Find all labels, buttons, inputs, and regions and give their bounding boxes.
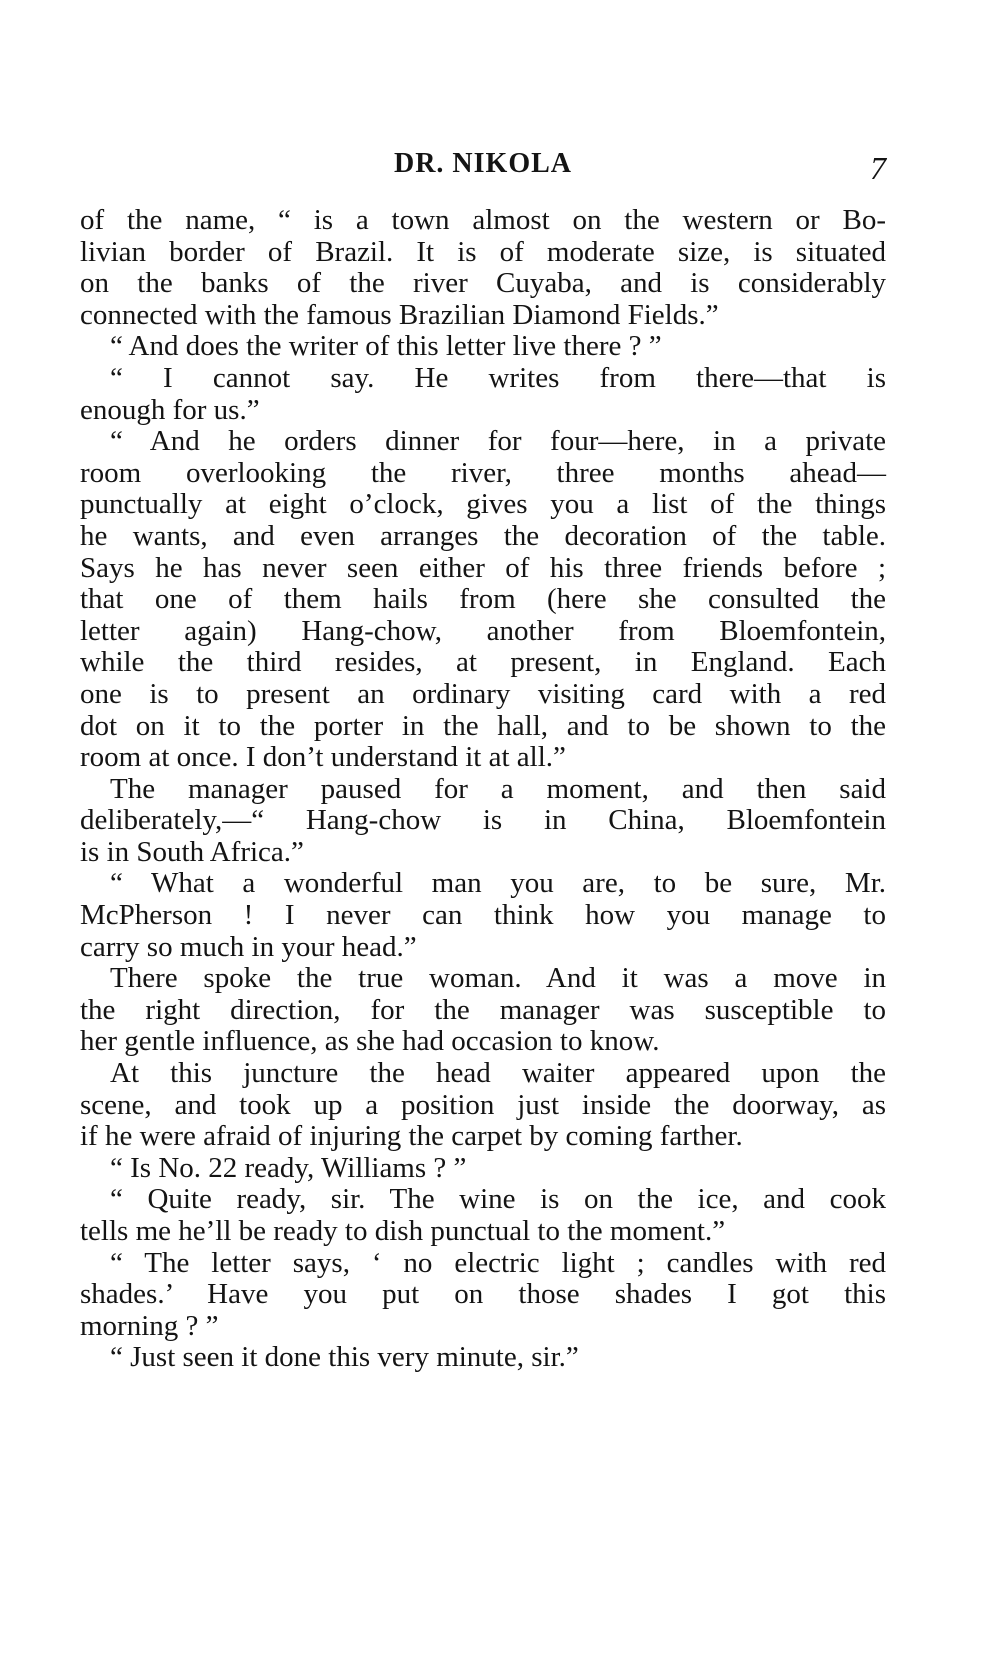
text-line: he wants, and even arranges the decoration of the table.: [80, 519, 886, 552]
text-line: McPherson ! I never can think how you manage to: [80, 899, 886, 932]
text-line: letter again) Hang-chow, another from Bloemfontein,: [80, 614, 886, 647]
text-line: “ And does the writer of this letter live there ? ”: [110, 330, 662, 363]
text-line: room at once. I don’t understand it at all.”: [80, 741, 566, 774]
text-line: morning ? ”: [80, 1309, 219, 1342]
text-line: dot on it to the porter in the hall, and to be shown to the: [80, 709, 886, 742]
text-line: “ Quite ready, sir. The wine is on the ice, and cook: [110, 1183, 886, 1216]
text-line: is in South Africa.”: [80, 835, 304, 868]
text-line: “ And he orders dinner for four—here, in a private: [110, 425, 886, 458]
page-number: 7: [870, 150, 886, 186]
text-line: while the third resides, at present, in England. Each: [80, 646, 886, 679]
text-line: that one of them hails from (here she consulted the: [80, 583, 886, 616]
text-line: enough for us.”: [80, 393, 260, 426]
body-text: [80, 205, 886, 1374]
text-line: connected with the famous Brazilian Diamond Fields.”: [80, 298, 719, 331]
text-line: her gentle influence, as she had occasion to know.: [80, 1025, 660, 1058]
text-line: “ I cannot say. He writes from there—that is: [110, 361, 886, 394]
text-line: “ Just seen it done this very minute, sir.”: [110, 1341, 579, 1374]
text-line: scene, and took up a position just inside the doorway, as: [80, 1088, 886, 1121]
text-line: room overlooking the river, three months ahead—: [80, 456, 886, 489]
text-line: livian border of Brazil. It is of moderate size, is situated: [80, 235, 886, 268]
text-line: punctually at eight o’clock, gives you a list of the things: [80, 488, 886, 521]
text-line: one is to present an ordinary visiting card with a red: [80, 677, 886, 710]
text-line: of the name, “ is a town almost on the western or Bo-: [80, 204, 886, 236]
text-line: “ Is No. 22 ready, Williams ? ”: [110, 1151, 467, 1184]
text-line: At this juncture the head waiter appeared upon the: [110, 1057, 886, 1090]
text-line: Says he has never seen either of his three friends before ;: [80, 551, 886, 584]
text-line: tells me he’ll be ready to dish punctual to the moment.”: [80, 1215, 726, 1247]
text-line: the right direction, for the manager was susceptible to: [80, 993, 886, 1026]
text-line: carry so much in your head.”: [80, 930, 417, 963]
running-title: DR. NIKOLA: [393, 148, 572, 179]
text-line: “ What a wonderful man you are, to be sure, Mr.: [110, 867, 886, 900]
text-line: on the banks of the river Cuyaba, and is considerably: [80, 267, 886, 300]
text-line: shades.’ Have you put on those shades I got this: [80, 1278, 886, 1311]
running-head: [80, 148, 886, 188]
text-line: “ The letter says, ‘ no electric light ; candles with red: [110, 1246, 886, 1279]
text-line: if he were afraid of injuring the carpet by coming farther.: [80, 1120, 743, 1153]
text-line: deliberately,—“ Hang-chow is in China, Bloemfontein: [80, 804, 886, 837]
text-line: The manager paused for a moment, and then said: [110, 772, 886, 805]
text-line: There spoke the true woman. And it was a move in: [110, 962, 886, 995]
